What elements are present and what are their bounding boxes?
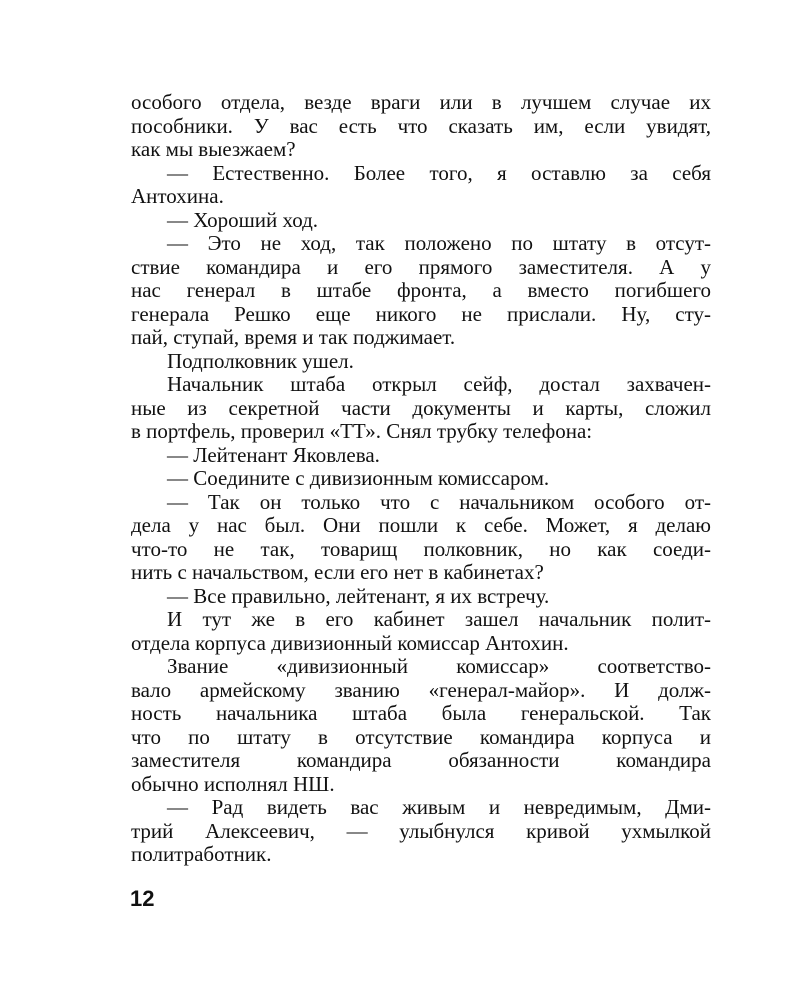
text-line: — Хороший ход. xyxy=(167,207,319,232)
text-line: Звание «дивизионный комиссар» соответство- xyxy=(167,654,711,678)
text-line: в портфель, проверил «ТТ». Снял трубку телефона: xyxy=(131,419,593,443)
text-line: заместителя командира обязанности командира xyxy=(131,748,711,772)
text-line: — Соедините с дивизионным комиссаром. xyxy=(167,466,550,490)
text-line: Подполковник ушел. xyxy=(167,348,354,373)
text-line: Антохина. xyxy=(131,184,224,208)
text-line: дела у нас был. Они пошли к себе. Может, я делаю xyxy=(131,513,711,537)
text-line: обычно исполнял НШ. xyxy=(131,771,335,796)
text-line: вало армейскому званию «генерал-майор». И долж- xyxy=(131,677,711,702)
text-line: трий Алексеевич, — улыбнулся кривой ухмылкой xyxy=(131,818,711,843)
text-line: особого отдела, везде враги или в лучшем случае их xyxy=(131,90,711,114)
text-line: политработник. xyxy=(131,842,272,866)
text-line: нас генерал в штабе фронта, а вместо погибшего xyxy=(131,278,711,302)
text-line: — Это не ход, так положено по штату в отсут- xyxy=(167,231,711,255)
page-number: 12 xyxy=(130,886,155,911)
text-line: ность начальника штаба была генеральской. Так xyxy=(131,701,711,725)
text-line: отдела корпуса дивизионный комиссар Антохин. xyxy=(131,630,569,655)
text-line: что-то не так, товарищ полковник, но как соеди- xyxy=(131,536,711,561)
text-line: — Так он только что с начальником особого от- xyxy=(167,489,711,514)
page-text xyxy=(131,91,711,867)
text-line: И тут же в его кабинет зашел начальник полит- xyxy=(167,607,711,631)
text-line: пособники. У вас есть что сказать им, если увидят, xyxy=(131,113,711,138)
text-line: ные из секретной части документы и карты, сложил xyxy=(131,395,711,420)
text-line: генерала Решко еще никого не прислали. Ну, сту- xyxy=(131,301,711,326)
text-line: пай, ступай, время и так поджимает. xyxy=(131,325,456,349)
text-line: что по штату в отсутствие командира корпуса и xyxy=(131,724,711,749)
text-line: Начальник штаба открыл сейф, достал захвачен- xyxy=(167,372,711,396)
text-line: как мы выезжаем? xyxy=(131,137,296,161)
text-line: ствие командира и его прямого заместителя. А у xyxy=(131,254,711,279)
text-line: — Все правильно, лейтенант, я их встречу. xyxy=(167,583,550,608)
text-line: — Естественно. Более того, я оставлю за себя xyxy=(167,160,711,185)
text-line: нить с начальством, если его нет в кабинетах? xyxy=(131,560,544,584)
text-line: — Рад видеть вас живым и невредимым, Дми- xyxy=(167,795,711,819)
text-line: — Лейтенант Яковлева. xyxy=(167,442,380,467)
